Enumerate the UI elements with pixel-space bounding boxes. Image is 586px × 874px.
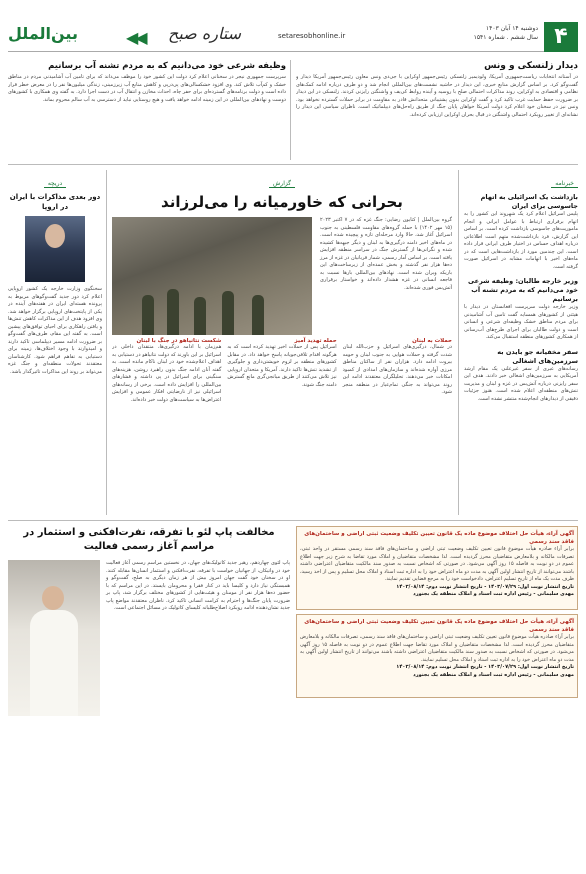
article-body: گروه بین‌الملل | کتایون رضایی: جنگ غزه که در ۷ اکتبر ۲۰۲۳ (۱۵ مهر ۱۴۰۲) با حمله گروه‌های مقاومت فلسطینی به جنوب اسرائیل آغاز شد، حالا وارد مرحله‌ای تازه و پیچیده شده است. در ماه‌های اخیر دامنه درگیری‌ها به لبنان و دیگر جبهه‌ها کشیده شده و نگرانی‌ها از گسترش جنگ در سراسر منطقه افزایش یافته است. بر اساس آمار رسمی، شمار قربانیان در غزه از مرز ده‌ها هزار نفر گذشته و بخش عمده‌ای از زیرساخت‌های این باریکه ویران شده است. نهادهای بین‌المللی بارها نسبت به فاجعه انسانی در غزه هشدار داده‌اند و خواستار برقراری آتش‌بس فوری شده‌اند. — [320, 217, 452, 291]
notice-dates: تاریخ انتشار نوبت اول: ۱۴۰۳/۰۷/۲۹ - تاریخ انتشار نوبت دوم: ۱۴۰۳/۰۸/۱۴ — [396, 664, 574, 670]
subheading: شکست نتانیاهو در جنگ با لبنان — [136, 338, 222, 344]
article-body: سخنگوی وزارت خارجه یک کشور اروپایی اعلام کرد دور جدید گفت‌وگوهای مربوط به پرونده هسته‌ای ایران در هفته‌های آینده در یکی از پایتخت‌های اروپایی برگزار خواهد شد. وی افزود هدف از این مذاکرات کاهش تنش‌ها و یافتن راهکاری برای احیای توافق‌های پیشین است. به گفته این مقام، طرف‌های گفت‌وگو بر ضرورت ادامه مسیر دیپلماسی تاکید دارند و امیدوارند با وجود اختلاف‌ها، زمینه برای دستیابی به تفاهم فراهم شود. کارشناسان معتقدند تحولات منطقه‌ای و جنگ غزه می‌تواند بر روند این مذاکرات تاثیرگذار باشد. — [8, 286, 102, 375]
news-body: پلیس اسرائیل اعلام کرد یک شهروند این کشور را به اتهام برقراری ارتباط با عوامل ایرانی و انجام ماموریت‌های جاسوسی بازداشت کرده است. بر اساس این گزارش، فرد بازداشت‌شده متهم است اطلاعاتی درباره اهداف حساس در اختیار طرف ایرانی قرار داده است. این چندمین مورد از بازداشت‌هایی است که در ماه‌های اخیر با اتهامات مشابه در اسرائیل صورت گرفته است. — [464, 211, 578, 270]
news-headline: وزیر خارجه طالبان: وظیفه شرعی خود می‌دانیم که به مردم تشنه آب برسانیم — [468, 277, 578, 303]
newspaper-logo: ستاره صبح — [168, 24, 242, 43]
news-body: رسانه‌های عبری از سفر غیرعلنی یک مقام ارشد آمریکایی به سرزمین‌های اشغالی خبر دادند. هدف این سفر رایزنی درباره آتش‌بس در غزه و لبنان و مدیریت تنش‌های منطقه‌ای اعلام شده است. هنوز جزئیات دقیقی از دیدارهای انجام‌شده منتشر نشده است. — [464, 365, 578, 402]
section-title: بین‌الملل — [8, 24, 78, 43]
headline: دیدار زلنسکی و ونس — [484, 61, 578, 71]
article-body: پاپ لئوی چهاردهم، رهبر جدید کاتولیک‌های جهان، در نخستین مراسم رسمی آغاز فعالیت خود در واتیکان، از جهانیان خواست با تفرقه، نفرت‌افکنی و استثمار انسان‌ها مقابله کنند. او در سخنان خود گفت جهان امروز بیش از هر زمان دیگری به صلح، گفت‌وگو و همبستگی نیاز دارد و کلیسا باید در کنار فقرا و محرومان بایستد. در این مراسم که با حضور ده‌ها هزار نفر از مومنان و هیئت‌هایی از کشورهای مختلف برگزار شد، پاپ بر ضرورت پایان جنگ‌ها و احترام به کرامت انسانی تاکید کرد. ناظران معتقدند مواضع پاپ جدید نشان‌دهنده ادامه رویکرد اصلاح‌طلبانه کلیسای کاتولیک در مسائل اجتماعی است. — [106, 560, 290, 611]
pope-photo — [8, 560, 100, 716]
news-item — [464, 277, 578, 342]
divider — [458, 170, 459, 515]
right-sidebar — [464, 170, 578, 515]
article-body: اسرائیل پس از حملات اخیر تهدید کرده است که به هرگونه اقدام تلافی‌جویانه پاسخ خواهد داد. در مقابل کشورهای منطقه بر لزوم خویشتن‌داری و جلوگیری از تشدید تنش‌ها تاکید دارند. آمریکا و متحدان اروپایی نیز تلاش می‌کنند از طریق میانجی‌گری مانع گسترش دامنه جنگ شوند. — [227, 344, 337, 388]
divider — [290, 60, 291, 160]
top-right-article — [296, 60, 578, 160]
headline: دور بعدی مذاکرات با ایران در اروپا — [9, 193, 101, 211]
article-body: در آستانه انتخابات ریاست‌جمهوری آمریکا، ولودیمیر زلنسکی رئیس‌جمهور اوکراین با جی‌دی ونس معاون رئیس‌جمهور آمریکا دیدار و گفت‌وگو کرد. بر اساس گزارش منابع خبری، این دیدار در حاشیه نشست‌های بین‌المللی انجام شد و دو طرف درباره ادامه کمک‌های نظامی و اقتصادی به اوکراین، روند مذاکرات احتمالی صلح با روسیه و آینده روابط کی‌یف و واشنگتن رایزنی کردند. زلنسکی در این دیدار بر ضرورت حفظ حمایت غرب تاکید کرد و گفت اوکراین بدون پشتیبانی متحدانش قادر به مقاومت در برابر حملات گسترده نخواهد بود. ونس نیز در سخنان خود اعلام کرد دولت آمریکا خواهان پایان جنگ از طریق راه‌حل‌های دیپلماتیک است. ناظران سیاسی این دیدار را نشانه‌ای از تغییر رویکرد احتمالی واشنگتن در قبال بحران اوکراین ارزیابی کرده‌اند. — [296, 74, 578, 118]
article-body: سرپرست جمهوری نیجر در سخنانی اعلام کرد دولت این کشور خود را موظف می‌داند که برای تامین آب آشامیدنی مردم در مناطق خشک و کم‌آب تلاش کند. وی افزود خشکسالی‌های پی‌درپی و کاهش منابع آب زیرزمینی، زندگی میلیون‌ها نفر را در معرض خطر قرار داده است و دولت برنامه‌های گسترده‌ای برای حفر چاه، احداث مخازن و انتقال آب در دست اجرا دارد. به گفته وی همکاری با کشورهای دوست و نهادهای بین‌المللی در این زمینه ادامه خواهد یافت و هیچ روستایی نباید از دسترسی به آب سالم محروم بماند. — [8, 74, 286, 103]
notice-signature: مهدی سلیمانی - رئیس اداره ثبت اسناد و املاک منطقه یک بجنورد — [413, 671, 574, 678]
soldiers-photo — [112, 217, 312, 335]
date-block — [474, 24, 538, 42]
news-item — [464, 348, 578, 404]
section-tag: خبرنامه — [551, 180, 578, 188]
section-tag: گزارش — [269, 180, 295, 188]
page-header — [8, 22, 578, 52]
arrow-icon: ◀◀ — [126, 28, 145, 47]
legal-notice — [296, 614, 578, 698]
notice-signature: مهدی سلیمانی - رئیس اداره ثبت اسناد و املاک منطقه یک بجنورد — [413, 591, 574, 597]
subheading: حملات به لبنان — [412, 338, 452, 344]
article-body: هم‌زمان با ادامه درگیری‌ها، منتقدان داخلی در اسرائیل بر این باورند که دولت نتانیاهو در دستیابی به اهداف اعلام‌شده خود در لبنان ناکام مانده است. به گفته آنان ادامه جنگ بدون راهبرد روشن، هزینه‌های سنگینی برای اسرائیل در پی داشته و فشارهای بین‌المللی را افزایش داده است. برخی از رسانه‌های اسرائیلی نیز از نارضایتی افکار عمومی و افزایش اعتراض‌ها به سیاست‌های دولت خبر داده‌اند. — [112, 344, 222, 403]
news-item — [464, 193, 578, 271]
divider — [8, 164, 578, 165]
notice-dates: تاریخ انتشار نوبت اول: ۱۴۰۳/۰۷/۲۹ - تاریخ انتشار نوبت دوم: ۱۴۰۳/۰۸/۱۴ — [396, 583, 574, 590]
issue-line: سال ششم . شماره ۱۵۴۱ — [473, 34, 538, 41]
notice-title: آگهی آراء، هیأت حل اختلاف موضوع ماده یک قانون تعیین تکلیف وضعیت ثبتی اراضی و ساختمان‌های فاقد سند رسمی — [304, 531, 574, 545]
article-body: در شمال، درگیری‌های اسرائیل و حزب‌الله لبنان شدت گرفته و حملات هوایی به جنوب لبنان و حومه بیروت ادامه دارد. هزاران نفر از ساکنان مناطق مرزی آواره شده‌اند و سازمان‌های امدادی از کمبود امکانات خبر می‌دهند. تحلیلگران معتقدند ادامه این روند می‌تواند به جنگی تمام‌عیار در منطقه منجر شود. — [342, 344, 452, 395]
notice-body: برابر آراء صادره هیأت موضوع قانون تعیین تکلیف وضعیت ثبتی اراضی و ساختمان‌های فاقد سند رسمی مستقر در واحد ثبتی، تصرفات مالکانه و بلامعارض متقاضیان محرز گردیده است. لذا مشخصات متقاضیان و املاک مورد تقاضا به شرح زیر جهت اطلاع عموم در دو نوبت به فاصله ۱۵ روز آگهی می‌شود. در صورتی که اشخاص نسبت به صدور سند مالکیت متقاضیان اعتراضی داشته باشند می‌توانند از تاریخ انتشار اولین آگهی به مدت دو ماه اعتراض خود را به اداره ثبت اسناد و املاک محل تسلیم و پس از اخذ رسید، ظرف مدت یک ماه از تاریخ تسلیم اعتراض، دادخواست خود را به مرجع قضایی تقدیم نمایند. — [300, 546, 574, 582]
divider — [106, 170, 107, 515]
headline: وظیفه شرعی خود می‌دانیم که به مردم تشنه آب برسانیم — [48, 61, 286, 71]
left-sidebar — [8, 170, 102, 515]
news-headline: بازداشت یک اسرائیلی به اتهام جاسوسی برای ایران — [480, 193, 578, 210]
notice-title: آگهی آراء، هیأت حل اختلاف موضوع ماده یک قانون تعیین تکلیف وضعیت ثبتی اراضی و ساختمان‌های فاقد سند رسمی — [304, 619, 574, 633]
divider — [8, 520, 578, 521]
notice-body: برابر آراء صادره هیأت موضوع قانون تعیین تکلیف وضعیت ثبتی اراضی و ساختمان‌های فاقد سند رسمی، تصرفات مالکانه و بلامعارض متقاضیان محرز گردیده است. لذا مشخصات متقاضیان و املاک مورد تقاضا جهت اطلاع عموم در دو نوبت به فاصله ۱۵ روز آگهی می‌شود. در صورتی که اشخاص نسبت به صدور سند مالکیت متقاضیان اعتراضی داشته باشند می‌توانند از تاریخ انتشار اولین آگهی به مدت دو ماه اعتراض خود را به اداره ثبت اسناد و املاک محل تسلیم نمایند. — [300, 634, 574, 663]
news-headline: سفر مخفیانه جو بایدن به سرزمین‌های اشغالی — [497, 347, 578, 365]
subheading: حمله تهدید آمیز — [294, 338, 337, 344]
website-url[interactable]: setaresobhonline.ir — [278, 32, 346, 40]
main-story — [112, 170, 452, 515]
page-number: ۴ — [544, 22, 578, 52]
top-left-article — [8, 60, 286, 160]
legal-notice — [296, 526, 578, 610]
headline: مخالفت پاپ لئو با تفرقه، نفرت‌افکنی و استثمار در مراسم آغاز رسمی فعالیت — [23, 527, 275, 552]
date-line: دوشنبه ۱۴ آبان ۱۴۰۳ — [485, 25, 538, 32]
portrait-photo — [25, 216, 85, 282]
main-headline: بحرانی که خاورمیانه را می‌لرزاند — [161, 193, 403, 211]
news-body: وزیر خارجه دولت سرپرست افغانستان در دیدار با هیئتی از کشورهای همسایه گفت تامین آب آشامیدنی برای مردم مناطق خشک وظیفه‌ای شرعی و انسانی است و دولت طالبان برای اجرای طرح‌های آب‌رسانی از همکاری کشورهای منطقه استقبال می‌کند. — [464, 304, 578, 340]
pope-article — [8, 526, 290, 866]
section-tag: دریچه — [44, 180, 66, 188]
